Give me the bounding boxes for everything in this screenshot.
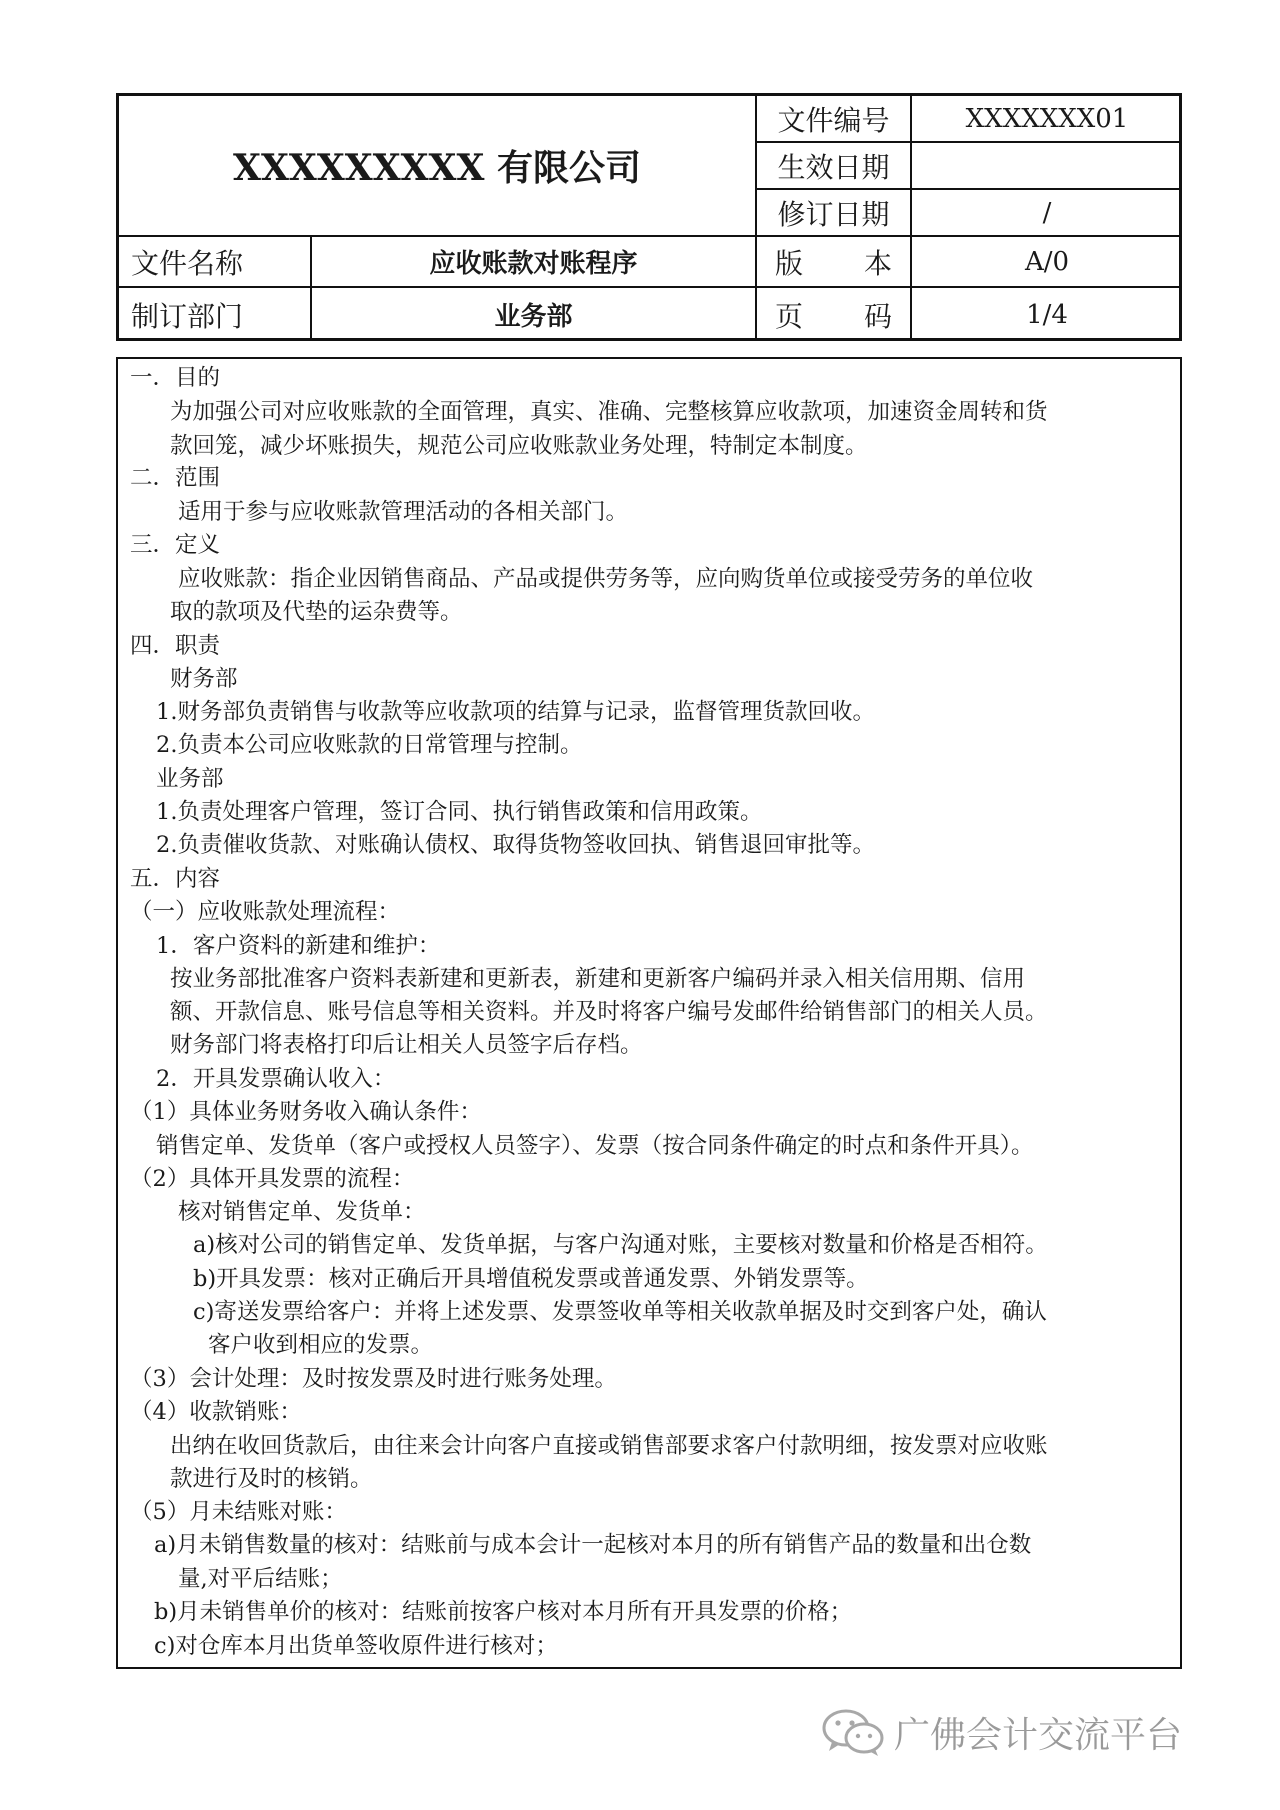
text-line: 客户收到相应的发票。 <box>208 1332 434 1358</box>
text-line: 1.财务部负责销售与收款等应收款项的结算与记录，监督管理货款回收。 <box>156 699 875 725</box>
company-name: XXXXXXXXX 有限公司 <box>233 147 641 189</box>
text-line: 款进行及时的核销。 <box>170 1466 373 1492</box>
wechat-icon <box>820 1706 886 1758</box>
text-line: 2.负责本公司应收账款的日常管理与控制。 <box>156 732 583 758</box>
text-line: 取的款项及代垫的运杂费等。 <box>170 599 463 625</box>
subheading: 1．客户资料的新建和维护： <box>156 933 441 959</box>
text-line: 适用于参与应收账款管理活动的各相关部门。 <box>178 499 629 525</box>
revision-date-value: / <box>1042 197 1052 228</box>
subheading: （5）月未结账对账： <box>130 1499 347 1525</box>
text-line: c)对仓库本月出货单签收原件进行核对； <box>154 1633 558 1659</box>
text-line: a)月未销售数量的核对：结账前与成本会计一起核对本月的所有销售产品的数量和出仓数 <box>154 1532 1032 1558</box>
effective-date-value <box>912 143 1182 188</box>
text-line: c)寄送发票给客户：并将上述发票、发票签收单等相关收款单据及时交到客户处，确认 <box>193 1299 1047 1325</box>
header-table <box>116 93 1182 341</box>
text-line: 款回笼，减少坏账损失，规范公司应收账款业务处理，特制定本制度。 <box>170 433 868 459</box>
doc-number-value: XXXXXXX01 <box>965 103 1129 134</box>
subheading: （4）收款销账： <box>130 1399 302 1425</box>
text-line: 出纳在收回货款后，由往来会计向客户直接或销售部要求客户付款明细，按发票对应收账 <box>170 1433 1048 1459</box>
dept-value: 业务部 <box>494 302 573 332</box>
version-label <box>757 237 910 286</box>
page-label <box>757 288 910 341</box>
section-heading: 五．内容 <box>130 866 221 892</box>
subheading: 财务部 <box>170 666 238 692</box>
page-value: 1/4 <box>1026 299 1068 330</box>
text-line: 1.负责处理客户管理，签订合同、执行销售政策和信用政策。 <box>156 799 763 825</box>
subheading: 2．开具发票确认收入： <box>156 1066 396 1092</box>
version-value: A/0 <box>1024 246 1070 277</box>
doc-name-label: 文件名称 <box>131 246 244 280</box>
subheading: 业务部 <box>156 766 224 792</box>
text-line: a)核对公司的销售定单、发货单据，与客户沟通对账，主要核对数量和价格是否相符。 <box>193 1232 1048 1258</box>
subheading: （1）具体业务财务收入确认条件： <box>130 1099 482 1125</box>
subheading: （一）应收账款处理流程： <box>130 899 401 925</box>
doc-number-label: 文件编号 <box>777 103 890 137</box>
text-line: 按业务部批准客户资料表新建和更新表，新建和更新客户编码并录入相关信用期、信用 <box>170 966 1026 992</box>
section-heading: 三．定义 <box>130 532 221 558</box>
watermark-text: 广佛会计交流平台 <box>894 1714 1183 1756</box>
effective-date-label: 生效日期 <box>777 150 890 184</box>
dept-label: 制订部门 <box>131 299 244 333</box>
text-line: 应收账款：指企业因销售商品、产品或提供劳务等，应向购货单位或接受劳务的单位收 <box>178 566 1034 592</box>
version-label-a: 版 <box>775 246 804 280</box>
text-line: b)开具发票：核对正确后开具增值税发票或普通发票、外销发票等。 <box>193 1266 869 1292</box>
text-line: 财务部门将表格打印后让相关人员签字后存档。 <box>170 1032 643 1058</box>
content-box <box>116 357 1182 1669</box>
version-label-b: 本 <box>863 246 892 280</box>
section-heading: 四．职责 <box>130 633 221 659</box>
text-line: 核对销售定单、发货单： <box>178 1199 426 1225</box>
doc-name-value: 应收账款对账程序 <box>429 249 638 279</box>
text-line: 量,对平后结账； <box>178 1566 343 1592</box>
text-line: 额、开款信息、账号信息等相关资料。并及时将客户编号发邮件给销售部门的相关人员。 <box>170 999 1048 1025</box>
section-heading: 一．目的 <box>130 365 221 391</box>
section-heading: 二．范围 <box>130 465 221 491</box>
page-label-b: 码 <box>863 299 892 333</box>
text-line: 销售定单、发货单（客户或授权人员签字）、发票（按合同条件确定的时点和条件开具）。 <box>156 1133 1034 1159</box>
revision-date-label: 修订日期 <box>777 197 890 231</box>
subheading: （3）会计处理：及时按发票及时进行账务处理。 <box>130 1366 617 1392</box>
text-line: 为加强公司对应收账款的全面管理，真实、准确、完整核算应收款项，加速资金周转和货 <box>170 399 1048 425</box>
page-label-a: 页 <box>775 299 804 333</box>
subheading: （2）具体开具发票的流程： <box>130 1166 415 1192</box>
text-line: b)月未销售单价的核对：结账前按客户核对本月所有开具发票的价格； <box>154 1599 853 1625</box>
watermark <box>820 1706 1182 1758</box>
text-line: 2.负责催收货款、对账确认债权、取得货物签收回执、销售退回审批等。 <box>156 832 875 858</box>
